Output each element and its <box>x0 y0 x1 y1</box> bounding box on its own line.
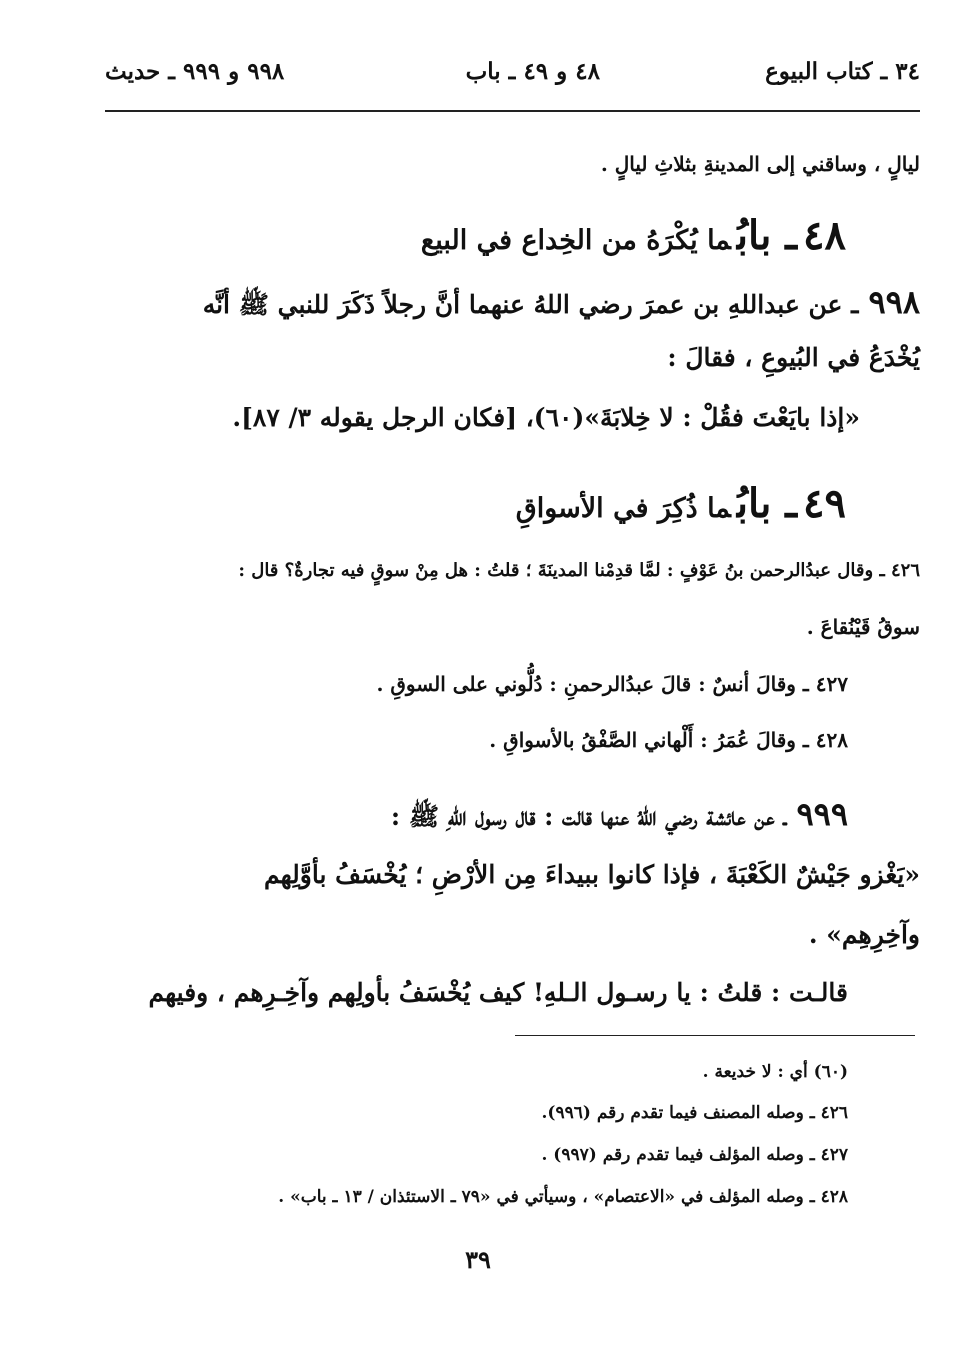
tradition-426-line-1: ٤٢٦ ـ وقال عبدُالرحمن بنُ عَوْفٍ : لمَّا قدِمْنا المدينَةَ ؛ قلتُ : هل مِنْ سوقٍ فيه تجارةٌ؟ قال : <box>238 560 920 581</box>
chapter-title: ما يُكْرَهُ من الخِداع في البيع <box>420 225 731 256</box>
tradition-428: ٤٢٨ ـ وقالَ عُمَرُ : أَلْهاني الصَّفْقُ بالأسواقِ . <box>489 728 848 752</box>
hadith-999-line-4: قالـت : قلتُ : يا رسـول الـلهِ! كيف يُخْسَفُ بأولِهم وآخِـرِهم ، وفيهم <box>148 978 848 1007</box>
chapter-heading-49 <box>516 480 846 527</box>
text-line-1: ليالٍ ، وساقني إلى المدينةِ بثلاثِ ليالٍ . <box>600 152 920 176</box>
tradition-427: ٤٢٧ ـ وقالَ أنسٌ : قالَ عبدُالرحمنِ : دُلُّوني على السوقِ . <box>376 672 848 696</box>
hadith-999-line-2: «يَغْزو جَيْشٌ الكَعْبَةَ ، فإذا كانوا ببيداءَ مِن الأرْضِ ؛ يُخْسَفُ بأوَّلِهم <box>264 860 920 889</box>
chapter-number: ٤٨ <box>803 212 846 259</box>
footnote-428: ٤٢٨ ـ وصله المؤلف في «الاعتصام» ، وسيأتي في «٧٩ ـ الاستئذان / ١٣ ـ باب» . <box>278 1187 848 1207</box>
hadith-number: ٩٩٨ <box>868 283 920 321</box>
page-number: ٣٩ <box>465 1245 491 1274</box>
footnote-427: ٤٢٧ ـ وصله المؤلف فيما تقدم رقم (٩٩٧) . <box>541 1145 848 1165</box>
chapter-heading-48 <box>421 212 846 259</box>
tradition-426-line-2: سوقُ قَيْنُقاعَ . <box>806 615 920 639</box>
header-hadiths: ٩٩٨ و ٩٩٩ ـ حديث <box>105 58 285 85</box>
running-header <box>105 58 920 98</box>
chapter-number: ٤٩ <box>803 480 846 527</box>
hadith-999-line-3: وآخِرِهِم» . <box>808 920 920 949</box>
header-chapters: ٤٨ و ٤٩ ـ باب <box>465 58 600 85</box>
footnote-separator <box>515 1035 915 1036</box>
hadith-998-line-2: يُخْدَعُ في البُيوعِ ، فقالَ : <box>667 343 920 372</box>
footnote-426: ٤٢٦ ـ وصله المصنف فيما تقدم رقم (٩٩٦). <box>541 1103 848 1123</box>
chapter-word: ـ بابُ <box>736 480 798 527</box>
hadith-text: ـ عن عبداللهِ بن عمرَ رضي اللهُ عنهما أنَّ رجلاً ذَكَرَ للنبي ﷺ أنَّه <box>202 290 859 319</box>
header-rule <box>105 110 920 112</box>
hadith-998-line-1 <box>105 283 920 326</box>
chapter-word: ـ بابُ <box>736 212 798 259</box>
footnote-60: (٦٠) أي : لا خديعة . <box>702 1062 848 1082</box>
header-book-title: ٣٤ ـ كتاب البيوع <box>765 58 920 85</box>
hadith-text: ـ عن عائشة رضي اللهُ عنها قالت : قال رسول اللهِ ﷺ : <box>390 802 787 831</box>
hadith-998-line-3: «إذا بايَعْتَ فقُلْ : لا خِلابَةَ»(٦٠)، [فكان الرجل يقوله ٣/ ٨٧]. <box>232 403 860 432</box>
hadith-number: ٩٩٩ <box>796 795 848 833</box>
chapter-title: ما ذُكِرَ في الأسواقِ <box>515 493 731 524</box>
hadith-999-line-1 <box>105 795 848 838</box>
